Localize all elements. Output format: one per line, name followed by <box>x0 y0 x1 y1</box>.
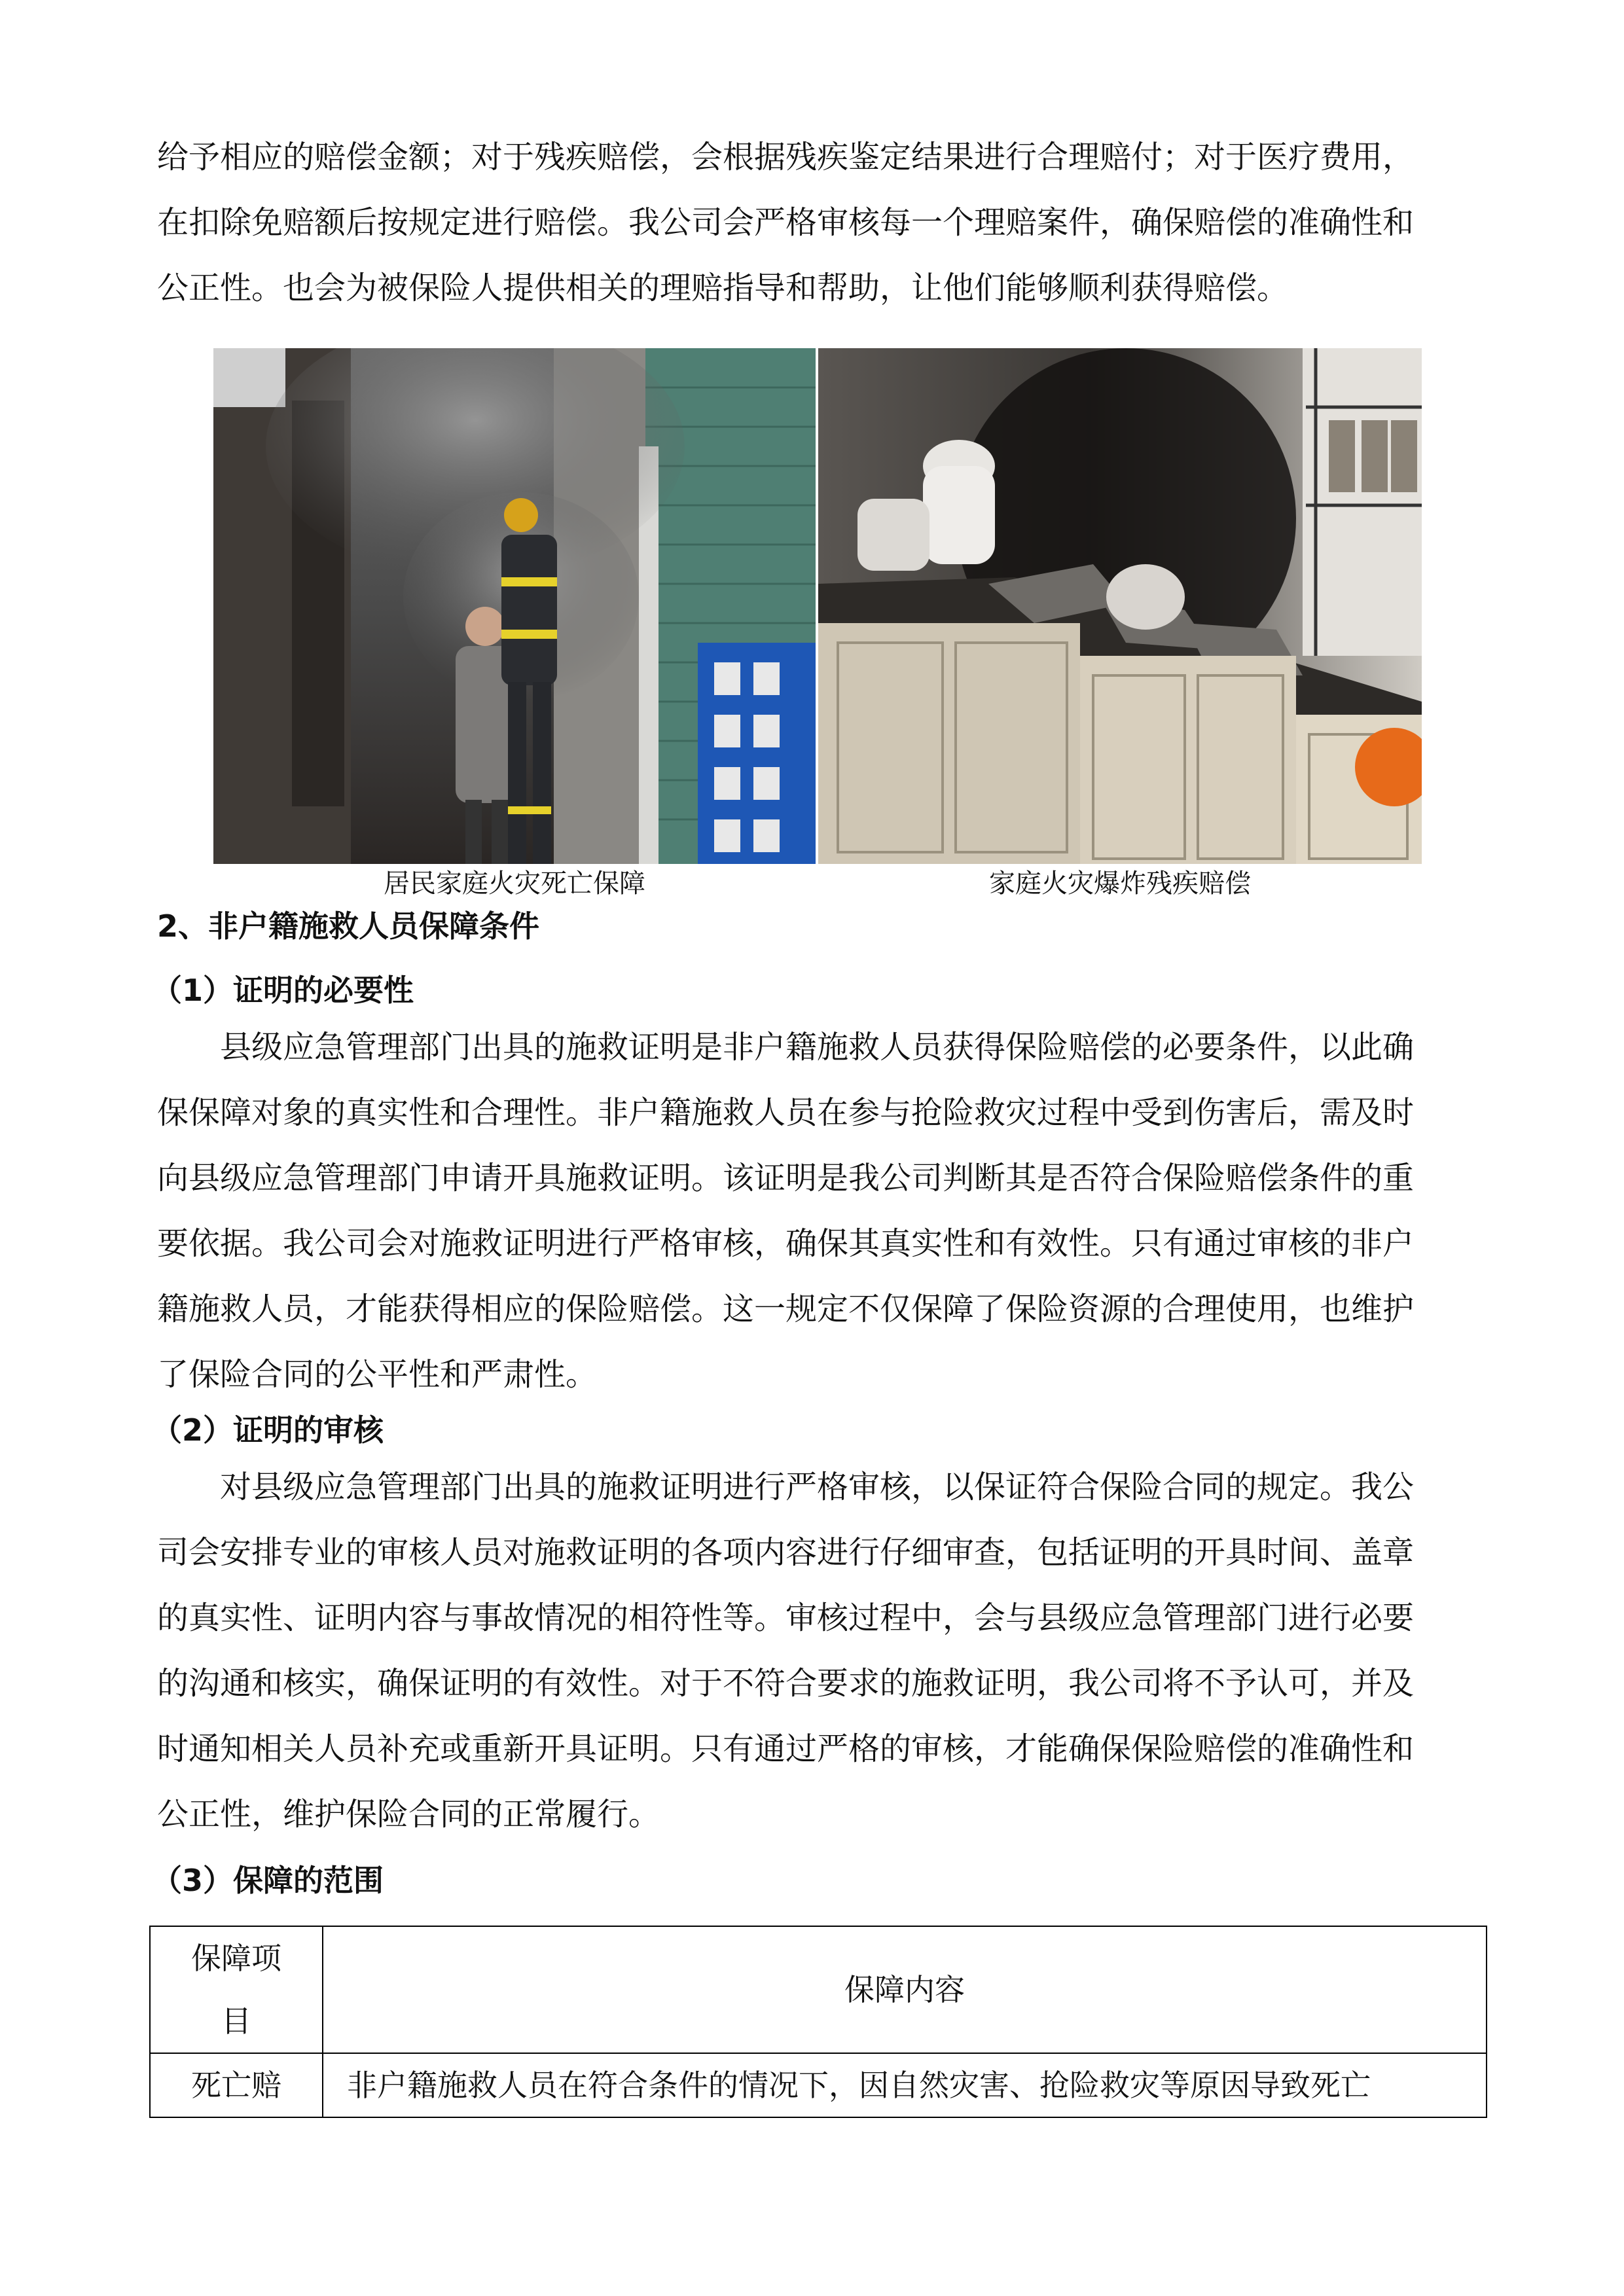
subsection-1-paragraph <box>157 1014 1473 1407</box>
sub1-line-1: 县级应急管理部门出具的施救证明是非户籍施救人员获得保险赔偿的必要条件，以此确 <box>220 1029 1415 1066</box>
sub2-line-4: 的沟通和核实，确保证明的有效性。对于不符合要求的施救证明，我公司将不予认可，并及 <box>157 1665 1415 1702</box>
subsection-2-paragraph <box>157 1454 1473 1847</box>
sub1-line-4: 要依据。我公司会对施救证明进行严格审核，确保其真实性和有效性。只有通过审核的非户 <box>157 1225 1415 1262</box>
sub2-line-1: 对县级应急管理部门出具的施救证明进行严格审核，以保证符合保险合同的规定。我公 <box>220 1469 1415 1505</box>
intro-paragraph <box>157 124 1473 321</box>
sub2-line-3: 的真实性、证明内容与事故情况的相符性等。审核过程中，会与县级应急管理部门进行必要 <box>157 1600 1415 1636</box>
header-coverage-item-line-2: 目 <box>221 2003 251 2039</box>
intro-line-3: 公正性。也会为被保险人提供相关的理赔指导和帮助，让他们能够顺利获得赔偿。 <box>157 270 1289 306</box>
subsection-3-heading: （3）保障的范围 <box>152 1863 384 1898</box>
table-row <box>150 2053 1487 2117</box>
row-death-compensation-item: 死亡赔 <box>150 2053 323 2117</box>
section-2-heading: 2、非户籍施救人员保障条件 <box>157 908 540 944</box>
intro-line-1: 给予相应的赔偿金额；对于残疾赔偿，会根据残疾鉴定结果进行合理赔付；对于医疗费用， <box>157 139 1415 175</box>
subsection-1-heading: （1）证明的必要性 <box>152 973 414 1008</box>
left-photo-caption: 居民家庭火灾死亡保障 <box>384 869 645 899</box>
photo-kitchen-explosion <box>818 348 1422 864</box>
sub1-line-2: 保保障对象的真实性和合理性。非户籍施救人员在参与抢险救灾过程中受到伤害后，需及时 <box>157 1094 1415 1131</box>
header-coverage-item-line-1: 保障项 <box>191 1941 281 1976</box>
sub2-line-5: 时通知相关人员补充或重新开具证明。只有通过严格的审核，才能确保保险赔偿的准确性和 <box>157 1731 1415 1767</box>
header-coverage-content: 保障内容 <box>323 1926 1487 2053</box>
sub1-line-5: 籍施救人员，才能获得相应的保险赔偿。这一规定不仅保障了保险资源的合理使用，也维护 <box>157 1291 1415 1327</box>
intro-line-2: 在扣除免赔额后按规定进行赔偿。我公司会严格审核每一个理赔案件，确保赔偿的准确性和 <box>157 204 1415 241</box>
sub1-line-3: 向县级应急管理部门申请开具施救证明。该证明是我公司判断其是否符合保险赔偿条件的重 <box>157 1160 1415 1196</box>
sub1-line-6: 了保险合同的公平性和严肃性。 <box>157 1356 598 1393</box>
table-header-row <box>150 1926 1487 2053</box>
subsection-2-heading: （2）证明的审核 <box>152 1412 384 1448</box>
header-coverage-item <box>150 1926 323 2053</box>
coverage-table <box>149 1926 1487 2118</box>
photo-residential-fire <box>213 348 816 864</box>
right-photo-caption: 家庭火灾爆炸残疾赔偿 <box>989 869 1251 899</box>
sub2-line-6: 公正性，维护保险合同的正常履行。 <box>157 1796 660 1833</box>
sub2-line-2: 司会安排专业的审核人员对施救证明的各项内容进行仔细审查，包括证明的开具时间、盖章 <box>157 1534 1415 1571</box>
row-death-compensation-content: 非户籍施救人员在符合条件的情况下，因自然灾害、抢险救灾等原因导致死亡 <box>323 2053 1487 2117</box>
